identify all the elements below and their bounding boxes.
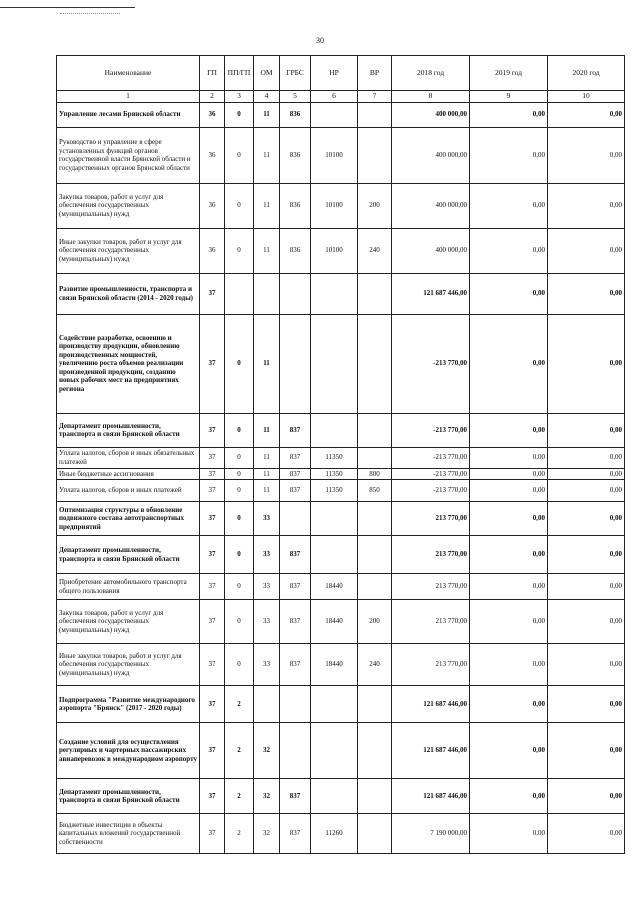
gp-cell: 37 bbox=[200, 468, 225, 480]
name-cell: Управление лесами Брянской области bbox=[57, 102, 200, 127]
ppgp-cell: 0 bbox=[225, 314, 254, 413]
om-cell bbox=[254, 686, 280, 723]
vr-cell bbox=[358, 502, 392, 536]
nr-cell bbox=[311, 502, 358, 536]
amount-2018-cell: 213 770,00 bbox=[392, 574, 470, 600]
top-dotted-rule bbox=[60, 13, 120, 14]
table-row bbox=[57, 314, 625, 413]
amount-2020-cell: 0,00 bbox=[548, 574, 625, 600]
amount-2019-cell: 0,00 bbox=[470, 502, 548, 536]
grbs-cell: 837 bbox=[280, 447, 311, 468]
om-cell: 32 bbox=[254, 779, 280, 814]
name-cell: Закупка товаров, работ и услуг для обеспечения государственных (муниципальных) нужд bbox=[57, 600, 200, 644]
amount-2019-cell: 0,00 bbox=[470, 644, 548, 686]
amount-2019-cell: 0,00 bbox=[470, 814, 548, 854]
grbs-cell: 836 bbox=[280, 228, 311, 273]
amount-2018-cell: 400 000,00 bbox=[392, 102, 470, 127]
header-cell: 2018 год bbox=[392, 56, 470, 91]
column-number-cell: 2 bbox=[200, 91, 225, 103]
nr-cell bbox=[311, 273, 358, 314]
grbs-cell bbox=[280, 723, 311, 779]
vr-cell: 240 bbox=[358, 228, 392, 273]
amount-2018-cell: 400 000,00 bbox=[392, 228, 470, 273]
amount-2018-cell: 400 000,00 bbox=[392, 127, 470, 183]
amount-2019-cell: 0,00 bbox=[470, 183, 548, 228]
gp-cell: 37 bbox=[200, 480, 225, 502]
ppgp-cell: 0 bbox=[225, 413, 254, 447]
amount-2018-cell: 7 190 000,00 bbox=[392, 814, 470, 854]
grbs-cell: 837 bbox=[280, 644, 311, 686]
table-row bbox=[57, 127, 625, 183]
nr-cell: 18440 bbox=[311, 574, 358, 600]
gp-cell: 36 bbox=[200, 102, 225, 127]
amount-2020-cell: 0,00 bbox=[548, 723, 625, 779]
amount-2019-cell: 0,00 bbox=[470, 314, 548, 413]
vr-cell bbox=[358, 102, 392, 127]
name-cell: Иные закупки товаров, работ и услуг для обеспечения государственных (муниципальных) нужд bbox=[57, 228, 200, 273]
amount-2019-cell: 0,00 bbox=[470, 574, 548, 600]
vr-cell: 800 bbox=[358, 468, 392, 480]
om-cell: 11 bbox=[254, 228, 280, 273]
amount-2020-cell: 0,00 bbox=[548, 814, 625, 854]
name-cell: Подпрограмма "Развитие международного аэропорта "Брянск" (2017 - 2020 годы) bbox=[57, 686, 200, 723]
grbs-cell: 837 bbox=[280, 413, 311, 447]
table-row bbox=[57, 273, 625, 314]
vr-cell bbox=[358, 723, 392, 779]
nr-cell: 10100 bbox=[311, 228, 358, 273]
vr-cell bbox=[358, 536, 392, 574]
amount-2020-cell: 0,00 bbox=[548, 413, 625, 447]
gp-cell: 37 bbox=[200, 314, 225, 413]
ppgp-cell: 0 bbox=[225, 228, 254, 273]
amount-2018-cell: -213 770,00 bbox=[392, 447, 470, 468]
table-row bbox=[57, 536, 625, 574]
amount-2020-cell: 0,00 bbox=[548, 779, 625, 814]
ppgp-cell: 0 bbox=[225, 102, 254, 127]
name-cell: Иные бюджетные ассигнования bbox=[57, 468, 200, 480]
amount-2018-cell: 213 770,00 bbox=[392, 600, 470, 644]
ppgp-cell: 0 bbox=[225, 644, 254, 686]
name-cell: Содействие разработке, освоению и производству продукции, обновлению производственных мощностей, увеличению роста объемов реализации произведенной продукции, созданию новых рабочих мест на предприятиях региона bbox=[57, 314, 200, 413]
amount-2020-cell: 0,00 bbox=[548, 314, 625, 413]
column-number-cell: 4 bbox=[254, 91, 280, 103]
om-cell: 11 bbox=[254, 183, 280, 228]
amount-2020-cell: 0,00 bbox=[548, 686, 625, 723]
nr-cell: 10100 bbox=[311, 127, 358, 183]
table-row bbox=[57, 814, 625, 854]
ppgp-cell: 0 bbox=[225, 183, 254, 228]
gp-cell: 36 bbox=[200, 183, 225, 228]
grbs-cell bbox=[280, 686, 311, 723]
nr-cell bbox=[311, 413, 358, 447]
header-cell: ГРБС bbox=[280, 56, 311, 91]
gp-cell: 37 bbox=[200, 779, 225, 814]
column-number-cell: 8 bbox=[392, 91, 470, 103]
grbs-cell bbox=[280, 273, 311, 314]
om-cell: 11 bbox=[254, 413, 280, 447]
nr-cell: 18440 bbox=[311, 600, 358, 644]
vr-cell: 200 bbox=[358, 600, 392, 644]
gp-cell: 37 bbox=[200, 723, 225, 779]
name-cell: Оптимизация структуры в обновление подвижного состава автотранспортных предприятий bbox=[57, 502, 200, 536]
table-row bbox=[57, 183, 625, 228]
amount-2019-cell: 0,00 bbox=[470, 779, 548, 814]
amount-2019-cell: 0,00 bbox=[470, 480, 548, 502]
ppgp-cell: 2 bbox=[225, 814, 254, 854]
column-number-cell: 7 bbox=[358, 91, 392, 103]
table-row bbox=[57, 779, 625, 814]
amount-2020-cell: 0,00 bbox=[548, 468, 625, 480]
vr-cell bbox=[358, 314, 392, 413]
nr-cell: 18440 bbox=[311, 644, 358, 686]
amount-2018-cell: -213 770,00 bbox=[392, 468, 470, 480]
vr-cell bbox=[358, 127, 392, 183]
name-cell: Департамент промышленности, транспорта и связи Брянской области bbox=[57, 779, 200, 814]
amount-2019-cell: 0,00 bbox=[470, 686, 548, 723]
om-cell: 11 bbox=[254, 127, 280, 183]
amount-2019-cell: 0,00 bbox=[470, 468, 548, 480]
name-cell: Департамент промышленности, транспорта и связи Брянской области bbox=[57, 536, 200, 574]
table-row bbox=[57, 686, 625, 723]
amount-2018-cell: 400 000,00 bbox=[392, 183, 470, 228]
table-row bbox=[57, 600, 625, 644]
ppgp-cell: 2 bbox=[225, 779, 254, 814]
om-cell: 33 bbox=[254, 600, 280, 644]
header-cell: НР bbox=[311, 56, 358, 91]
column-number-cell: 5 bbox=[280, 91, 311, 103]
grbs-cell: 836 bbox=[280, 127, 311, 183]
gp-cell: 37 bbox=[200, 413, 225, 447]
om-cell: 11 bbox=[254, 468, 280, 480]
amount-2019-cell: 0,00 bbox=[470, 228, 548, 273]
column-number-cell: 6 bbox=[311, 91, 358, 103]
amount-2020-cell: 0,00 bbox=[548, 102, 625, 127]
column-number-cell: 10 bbox=[548, 91, 625, 103]
om-cell: 32 bbox=[254, 814, 280, 854]
ppgp-cell: 0 bbox=[225, 574, 254, 600]
gp-cell: 36 bbox=[200, 127, 225, 183]
om-cell: 33 bbox=[254, 536, 280, 574]
amount-2019-cell: 0,00 bbox=[470, 273, 548, 314]
amount-2018-cell: -213 770,00 bbox=[392, 480, 470, 502]
vr-cell: 240 bbox=[358, 644, 392, 686]
table-row bbox=[57, 723, 625, 779]
name-cell: Уплата налогов, сборов и иных обязательных платежей bbox=[57, 447, 200, 468]
grbs-cell bbox=[280, 314, 311, 413]
amount-2020-cell: 0,00 bbox=[548, 183, 625, 228]
header-cell: ВР bbox=[358, 56, 392, 91]
header-cell: Наименование bbox=[57, 56, 200, 91]
vr-cell: 200 bbox=[358, 183, 392, 228]
name-cell: Департамент промышленности, транспорта и связи Брянской области bbox=[57, 413, 200, 447]
om-cell bbox=[254, 273, 280, 314]
grbs-cell: 836 bbox=[280, 102, 311, 127]
ppgp-cell: 0 bbox=[225, 447, 254, 468]
table-row bbox=[57, 447, 625, 468]
ppgp-cell: 2 bbox=[225, 723, 254, 779]
om-cell: 33 bbox=[254, 644, 280, 686]
header-cell: 2020 год bbox=[548, 56, 625, 91]
gp-cell: 37 bbox=[200, 536, 225, 574]
grbs-cell: 837 bbox=[280, 468, 311, 480]
amount-2019-cell: 0,00 bbox=[470, 536, 548, 574]
grbs-cell: 837 bbox=[280, 600, 311, 644]
ppgp-cell: 0 bbox=[225, 502, 254, 536]
om-cell: 11 bbox=[254, 314, 280, 413]
nr-cell bbox=[311, 723, 358, 779]
ppgp-cell: 0 bbox=[225, 468, 254, 480]
header-row bbox=[57, 56, 625, 91]
amount-2019-cell: 0,00 bbox=[470, 600, 548, 644]
header-cell: ОМ bbox=[254, 56, 280, 91]
amount-2018-cell: 121 687 446,00 bbox=[392, 686, 470, 723]
vr-cell bbox=[358, 447, 392, 468]
amount-2020-cell: 0,00 bbox=[548, 447, 625, 468]
grbs-cell: 837 bbox=[280, 536, 311, 574]
page-number: 30 bbox=[316, 36, 324, 45]
amount-2020-cell: 0,00 bbox=[548, 502, 625, 536]
amount-2020-cell: 0,00 bbox=[548, 273, 625, 314]
om-cell: 11 bbox=[254, 447, 280, 468]
om-cell: 32 bbox=[254, 723, 280, 779]
amount-2018-cell: 121 687 446,00 bbox=[392, 273, 470, 314]
amount-2018-cell: 121 687 446,00 bbox=[392, 779, 470, 814]
nr-cell bbox=[311, 314, 358, 413]
ppgp-cell bbox=[225, 273, 254, 314]
amount-2018-cell: 121 687 446,00 bbox=[392, 723, 470, 779]
vr-cell bbox=[358, 814, 392, 854]
nr-cell: 11350 bbox=[311, 468, 358, 480]
column-number-cell: 1 bbox=[57, 91, 200, 103]
top-rule bbox=[0, 7, 135, 8]
name-cell: Иные закупки товаров, работ и услуг для обеспечения государственных (муниципальных) нужд bbox=[57, 644, 200, 686]
nr-cell bbox=[311, 102, 358, 127]
header-cell: ПП/ГП bbox=[225, 56, 254, 91]
grbs-cell: 837 bbox=[280, 779, 311, 814]
vr-cell bbox=[358, 779, 392, 814]
name-cell: Создание условий для осуществления регулярных и чартерных пассажирских авиаперевозок в международном аэропорту bbox=[57, 723, 200, 779]
name-cell: Бюджетные инвестиции в объекты капитальных вложений государственной собственности bbox=[57, 814, 200, 854]
grbs-cell: 837 bbox=[280, 814, 311, 854]
grbs-cell bbox=[280, 502, 311, 536]
nr-cell: 10100 bbox=[311, 183, 358, 228]
amount-2019-cell: 0,00 bbox=[470, 447, 548, 468]
nr-cell bbox=[311, 686, 358, 723]
amount-2018-cell: -213 770,00 bbox=[392, 314, 470, 413]
om-cell: 11 bbox=[254, 480, 280, 502]
om-cell: 11 bbox=[254, 102, 280, 127]
vr-cell bbox=[358, 273, 392, 314]
vr-cell: 850 bbox=[358, 480, 392, 502]
gp-cell: 37 bbox=[200, 574, 225, 600]
vr-cell bbox=[358, 574, 392, 600]
ppgp-cell: 0 bbox=[225, 127, 254, 183]
nr-cell: 11350 bbox=[311, 480, 358, 502]
name-cell: Развитие промышленности, транспорта и связи Брянской области (2014 - 2020 годы) bbox=[57, 273, 200, 314]
budget-table bbox=[56, 55, 625, 854]
amount-2020-cell: 0,00 bbox=[548, 480, 625, 502]
table-row bbox=[57, 413, 625, 447]
nr-cell bbox=[311, 536, 358, 574]
name-cell: Приобретение автомобильного транспорта общего пользования bbox=[57, 574, 200, 600]
amount-2019-cell: 0,00 bbox=[470, 413, 548, 447]
amount-2020-cell: 0,00 bbox=[548, 228, 625, 273]
name-cell: Руководство и управление в сфере установленных функций органов государственной власти Брянской области и государственных органов Брянской области bbox=[57, 127, 200, 183]
amount-2018-cell: -213 770,00 bbox=[392, 413, 470, 447]
table-row bbox=[57, 468, 625, 480]
name-cell: Закупка товаров, работ и услуг для обеспечения государственных (муниципальных) нужд bbox=[57, 183, 200, 228]
table-row bbox=[57, 102, 625, 127]
vr-cell bbox=[358, 686, 392, 723]
gp-cell: 37 bbox=[200, 273, 225, 314]
amount-2018-cell: 213 770,00 bbox=[392, 536, 470, 574]
om-cell: 33 bbox=[254, 502, 280, 536]
amount-2020-cell: 0,00 bbox=[548, 127, 625, 183]
table-row bbox=[57, 480, 625, 502]
amount-2020-cell: 0,00 bbox=[548, 600, 625, 644]
amount-2020-cell: 0,00 bbox=[548, 536, 625, 574]
amount-2019-cell: 0,00 bbox=[470, 102, 548, 127]
gp-cell: 37 bbox=[200, 814, 225, 854]
vr-cell bbox=[358, 413, 392, 447]
nr-cell bbox=[311, 779, 358, 814]
gp-cell: 37 bbox=[200, 447, 225, 468]
table-row bbox=[57, 502, 625, 536]
nr-cell: 11260 bbox=[311, 814, 358, 854]
ppgp-cell: 0 bbox=[225, 480, 254, 502]
gp-cell: 37 bbox=[200, 600, 225, 644]
gp-cell: 36 bbox=[200, 228, 225, 273]
column-number-cell: 9 bbox=[470, 91, 548, 103]
om-cell: 33 bbox=[254, 574, 280, 600]
column-number-cell: 3 bbox=[225, 91, 254, 103]
column-number-row bbox=[57, 91, 625, 103]
grbs-cell: 837 bbox=[280, 574, 311, 600]
amount-2018-cell: 213 770,00 bbox=[392, 644, 470, 686]
gp-cell: 37 bbox=[200, 644, 225, 686]
name-cell: Уплата налогов, сборов и иных платежей bbox=[57, 480, 200, 502]
table-row bbox=[57, 644, 625, 686]
header-cell: ГП bbox=[200, 56, 225, 91]
gp-cell: 37 bbox=[200, 502, 225, 536]
header-cell: 2019 год bbox=[470, 56, 548, 91]
grbs-cell: 836 bbox=[280, 183, 311, 228]
table-row bbox=[57, 228, 625, 273]
ppgp-cell: 0 bbox=[225, 600, 254, 644]
amount-2018-cell: 213 770,00 bbox=[392, 502, 470, 536]
amount-2019-cell: 0,00 bbox=[470, 127, 548, 183]
ppgp-cell: 2 bbox=[225, 686, 254, 723]
table-row bbox=[57, 574, 625, 600]
amount-2020-cell: 0,00 bbox=[548, 644, 625, 686]
amount-2019-cell: 0,00 bbox=[470, 723, 548, 779]
nr-cell: 11350 bbox=[311, 447, 358, 468]
ppgp-cell: 0 bbox=[225, 536, 254, 574]
grbs-cell: 837 bbox=[280, 480, 311, 502]
gp-cell: 37 bbox=[200, 686, 225, 723]
